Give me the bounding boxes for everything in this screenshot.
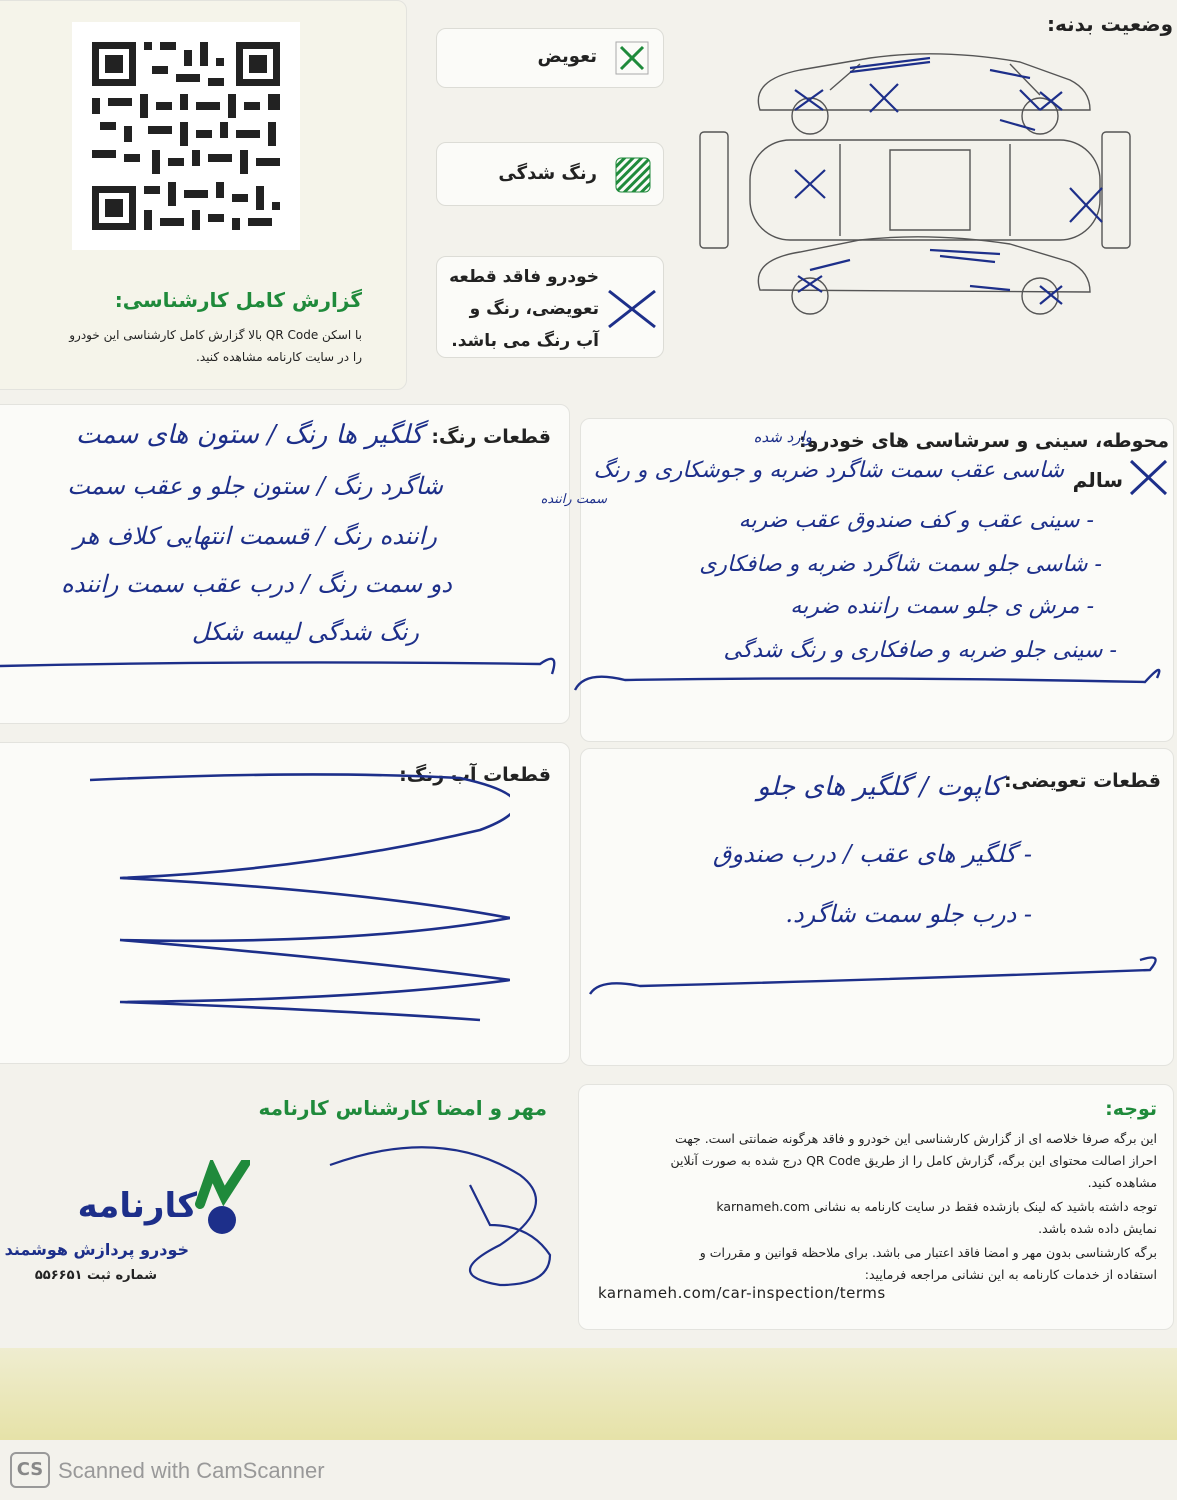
paint-line: دو سمت رنگ / درب عقب سمت راننده [61, 570, 452, 598]
qr-heading: گزارش کامل کارشناسی: [114, 288, 362, 312]
notice-title: توجه: [1105, 1098, 1157, 1120]
paint-line: رنگ شدگی لیسه شکل [191, 618, 419, 646]
x-mark-icon [615, 41, 649, 79]
chassis-line: - مرش ی جلو سمت راننده ضربه [790, 594, 1094, 619]
chassis-line: - سینی جلو ضربه و صافکاری و رنگ شدگی [723, 638, 1117, 663]
legend-none-line-2: تعویضی، رنگ و [469, 299, 599, 319]
signature-drawing [320, 1125, 570, 1295]
replaced-line: - گلگیر های عقب / درب صندوق [712, 840, 1032, 868]
paint-line: راننده رنگ / قسمت انتهایی کلاف هر [73, 522, 437, 550]
chassis-line: شاسی عقب سمت شاگرد ضربه و جوشکاری و رنگ [593, 458, 1064, 483]
notice-text: توجه داشته باشید که لینک بازشده فقط در سایت کارنامه به نشانی karnameh.com [716, 1199, 1157, 1214]
chassis-line: سمت راننده [540, 492, 607, 507]
legend-none-line-1: خودرو فاقد قطعه [449, 267, 599, 287]
legend-none-line-3: آب رنگ می باشد. [451, 331, 599, 351]
legend-painted [436, 142, 664, 206]
notice-text: برگه کارشناسی بدون مهر و امضا فاقد اعتبار می باشد. برای ملاحظه قوانین و مقررات و [699, 1245, 1157, 1260]
notice-text: استفاده از خدمات کارنامه به این نشانی مراجعه فرمایید: [864, 1267, 1157, 1282]
hatch-swatch-icon [615, 157, 651, 197]
bottom-band [0, 1348, 1177, 1440]
chassis-healthy: سالم [1072, 468, 1123, 492]
legend-replaced-label: تعویض [537, 46, 597, 67]
strike-line [580, 940, 1170, 1010]
terms-link[interactable]: karnameh.com/car-inspection/terms [598, 1284, 886, 1302]
aab-label: قطعات آب رنگ: [399, 764, 551, 786]
replaced-label: قطعات تعویضی: [1004, 770, 1161, 792]
qr-desc-1: با اسکن QR Code بالا گزارش کامل کارشناسی این خودرو [69, 328, 362, 342]
strike-line [565, 650, 1175, 700]
strike-scribble [60, 770, 510, 1030]
legend-replaced [436, 28, 664, 88]
camscanner-logo: CS [10, 1452, 50, 1488]
qr-desc-2: را در سایت کارنامه مشاهده کنید. [196, 350, 362, 364]
chassis-label: محوطه، سینی و سرشاسی های خودرو: [799, 430, 1169, 452]
chassis-added: وارد شده [753, 428, 812, 446]
notice-text: نمایش داده شده باشد. [1038, 1221, 1157, 1236]
replaced-line: - درب جلو سمت شاگرد. [785, 900, 1032, 928]
strike-line [0, 640, 570, 690]
registration-number: شماره ثبت ۵۵۶۶۵۱ [34, 1268, 157, 1283]
legend-none [436, 256, 664, 358]
x-mark-icon [605, 287, 659, 335]
paint-line: شاگرد رنگ / ستون جلو و عقب سمت [67, 472, 443, 500]
company-name: خودرو پردازش هوشمند [4, 1240, 189, 1259]
qr-code[interactable] [72, 22, 300, 250]
signature-title: مهر و امضا کارشناس کارنامه [258, 1096, 547, 1120]
legend-painted-label: رنگ شدگی [498, 163, 597, 184]
body-status-title: وضعیت بدنه: [1046, 12, 1173, 36]
x-mark-icon [1128, 458, 1170, 502]
notice-text: مشاهده کنید. [1087, 1175, 1157, 1190]
replaced-line: کاپوت / گلگیر های جلو [757, 772, 1002, 802]
chassis-line: - سینی عقب و کف صندوق عقب ضربه [738, 508, 1094, 533]
notice-text: احراز اصالت محتوای این برگه، گزارش کامل را از طریق QR Code درج شده به صورت آنلاین [670, 1153, 1157, 1168]
paint-line: گلگیر ها رنگ / ستون های سمت [75, 420, 423, 450]
chassis-line: - شاسی جلو سمت شاگرد ضربه و صافکاری [699, 552, 1102, 577]
notice-text: این برگه صرفا خلاصه ای از گزارش کارشناسی این خودرو و فاقد هرگونه ضمانتی است. جهت [674, 1131, 1157, 1146]
logo-text: کارنامه [77, 1186, 197, 1226]
camscanner-text: Scanned with CamScanner [58, 1458, 325, 1483]
paint-label: قطعات رنگ: [431, 426, 551, 448]
car-body-diagram [690, 40, 1150, 354]
